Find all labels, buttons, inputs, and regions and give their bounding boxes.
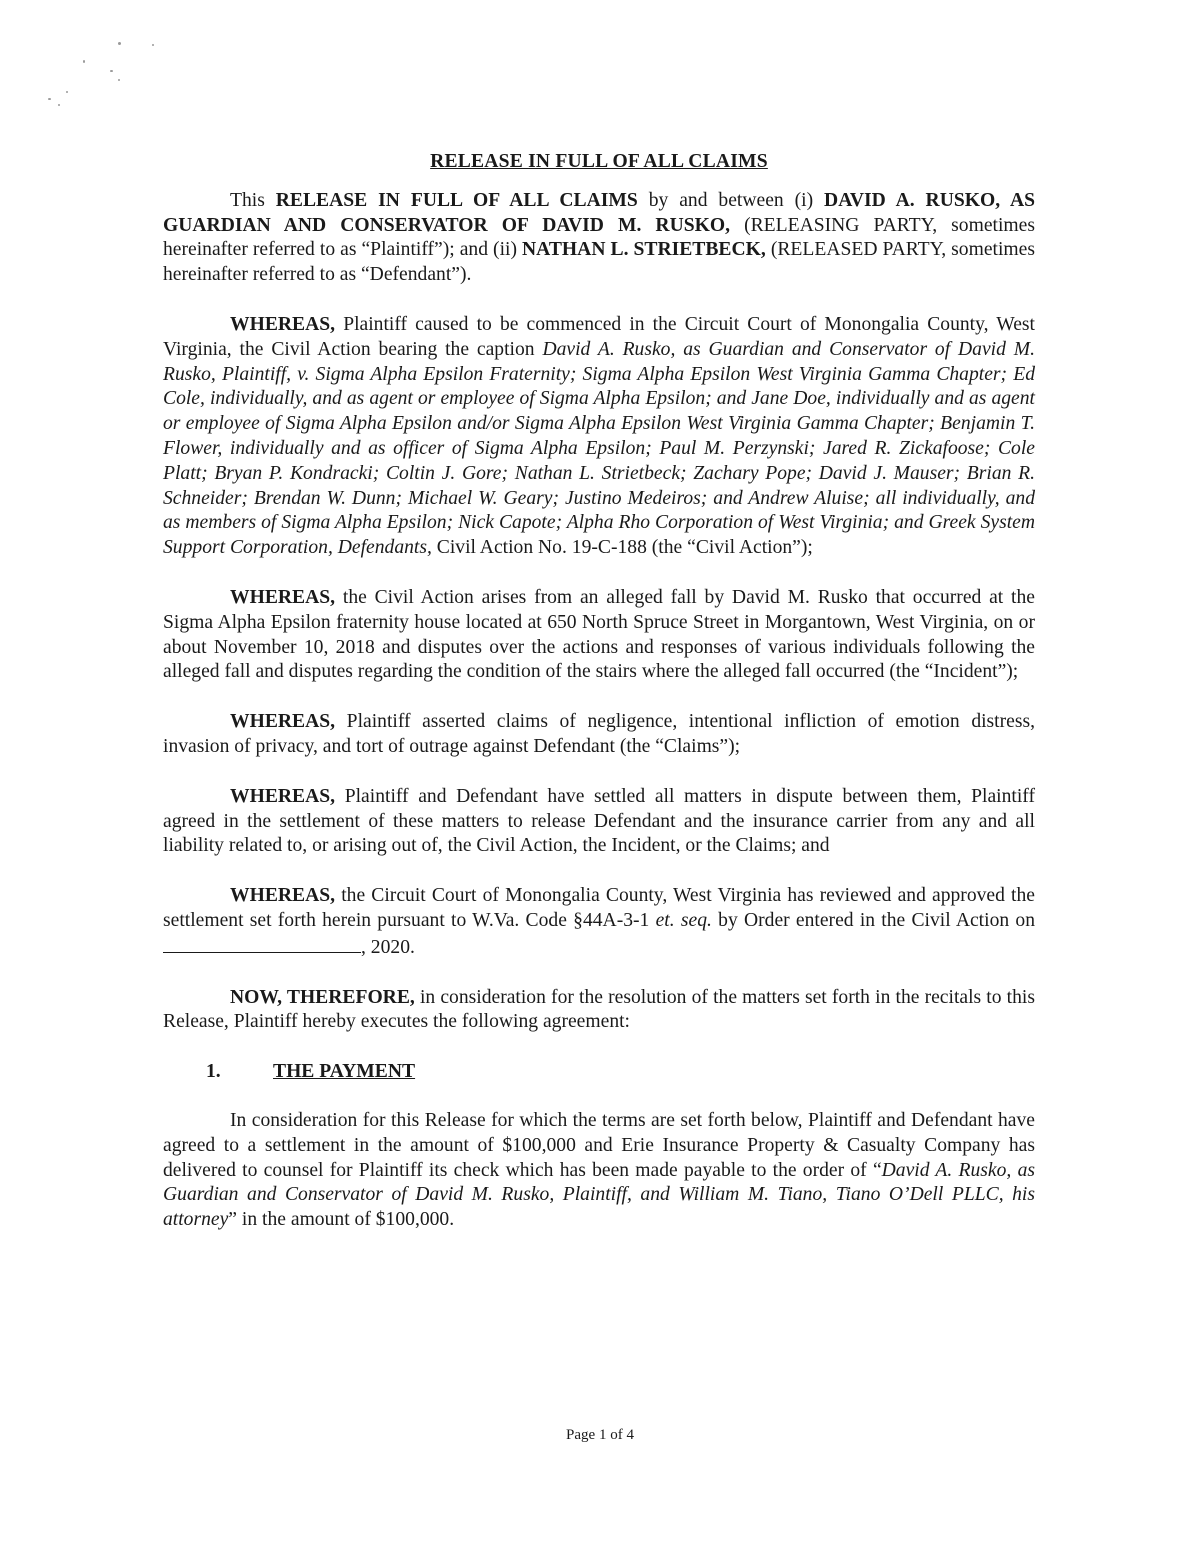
payment-paragraph: In consideration for this Release for which the terms are set forth below, Plaintiff and Defendant have agreed to a settlement in the amount of $100,000 and Erie Insurance Property & Casualty Company has delivered to counsel for Plaintiff its check which has been made payable to the order of “David A. Rusko, as Guardian and Conservator of David M. Rusko, Plaintiff, and William M. Tiano, Tiano O’Dell PLLC, his attorney” in the amount of $100,000. [163, 1109, 1035, 1231]
whereas-claims-paragraph: WHEREAS, Plaintiff asserted claims of negligence, intentional infliction of emotion distress, invasion of privacy, and tort of outrage against Defendant (the “Claims”); [163, 711, 1035, 757]
scan-speck [152, 44, 154, 46]
document-body [163, 150, 1035, 1258]
scan-speck [58, 104, 60, 106]
scan-speck [110, 70, 113, 72]
section-number: 1. [206, 1061, 221, 1083]
scan-speck [118, 42, 121, 45]
intro-paragraph: This RELEASE IN FULL OF ALL CLAIMS by and between (i) DAVID A. RUSKO, AS GUARDIAN AND CONSERVATOR OF DAVID M. RUSKO, (RELEASING PARTY, sometimes hereinafter referred to as “Plaintiff”); and (ii) NATHAN L. STRIETBECK, (RELEASED PARTY, sometimes hereinafter referred to as “Defendant”). [163, 189, 1036, 286]
order-date-blank [163, 934, 361, 953]
page-number: Page 1 of 4 [566, 1427, 634, 1443]
whereas-caption-paragraph: WHEREAS, Plaintiff caused to be commenced in the Circuit Court of Monongalia County, West Virginia, the Civil Action bearing the caption David A. Rusko, as Guardian and Conservator of David M. Rusko, Plaintiff, v. Sigma Alpha Epsilon Fraternity; Sigma Alpha Epsilon West Virginia Gamma Chapter; Ed Cole, individually, and as agent or employee of Sigma Alpha Epsilon; and Jane Doe, individually and as agent or employee of Sigma Alpha Epsilon and/or Sigma Alpha Epsilon West Virginia Gamma Chapter; Benjamin T. Flower, individually and as officer of Sigma Alpha Epsilon; Paul M. Perzynski; Jared R. Zickafoose; Cole Platt; Bryan P. Kondracki; Coltin J. Gore; Nathan L. Strietbeck; Zachary Pope; David J. Mauser; Brian R. Schneider; Brendan W. Dunn; Michael W. Geary; Justino Medeiros; and Andrew Aluise; all individually, and as members of Sigma Alpha Epsilon; Nick Capote; Alpha Rho Corporation of West Virginia; and Greek System Support Corporation, Defendants, Civil Action No. 19-C-188 (the “Civil Action”); [163, 313, 1035, 559]
scan-speck [118, 79, 120, 81]
scan-speck [66, 91, 68, 93]
whereas-incident-paragraph: WHEREAS, the Civil Action arises from an alleged fall by David M. Rusko that occurred at the Sigma Alpha Epsilon fraternity house located at 650 North Spruce Street in Morgantown, West Virginia, on or about November 10, 2018 and disputes over the actions and responses of various individuals following the alleged fall and disputes regarding the condition of the stairs where the alleged fall occurred (the “Incident”); [163, 586, 1035, 683]
section-heading-payment [163, 1060, 1035, 1085]
document-title: RELEASE IN FULL OF ALL CLAIMS [430, 151, 768, 172]
scan-speck [83, 60, 85, 63]
now-therefore-paragraph: NOW, THEREFORE, in consideration for the resolution of the matters set forth in the recitals to this Release, Plaintiff hereby executes the following agreement: [163, 986, 1035, 1033]
section-title: THE PAYMENT [273, 1061, 416, 1083]
whereas-court-approval-paragraph: WHEREAS, the Circuit Court of Monongalia County, West Virginia has reviewed and approved the settlement set forth herein pursuant to W.Va. Code §44A-3-1 et. seq. by Order entered in the Civil Action on , 2020. [163, 885, 1035, 958]
whereas-settlement-paragraph: WHEREAS, Plaintiff and Defendant have settled all matters in dispute between them, Plaintiff agreed in the settlement of these matters to release Defendant and the insurance carrier from any and all liability related to, or arising out of, the Civil Action, the Incident, or the Claims; and [163, 785, 1035, 857]
scan-speck [48, 98, 51, 100]
